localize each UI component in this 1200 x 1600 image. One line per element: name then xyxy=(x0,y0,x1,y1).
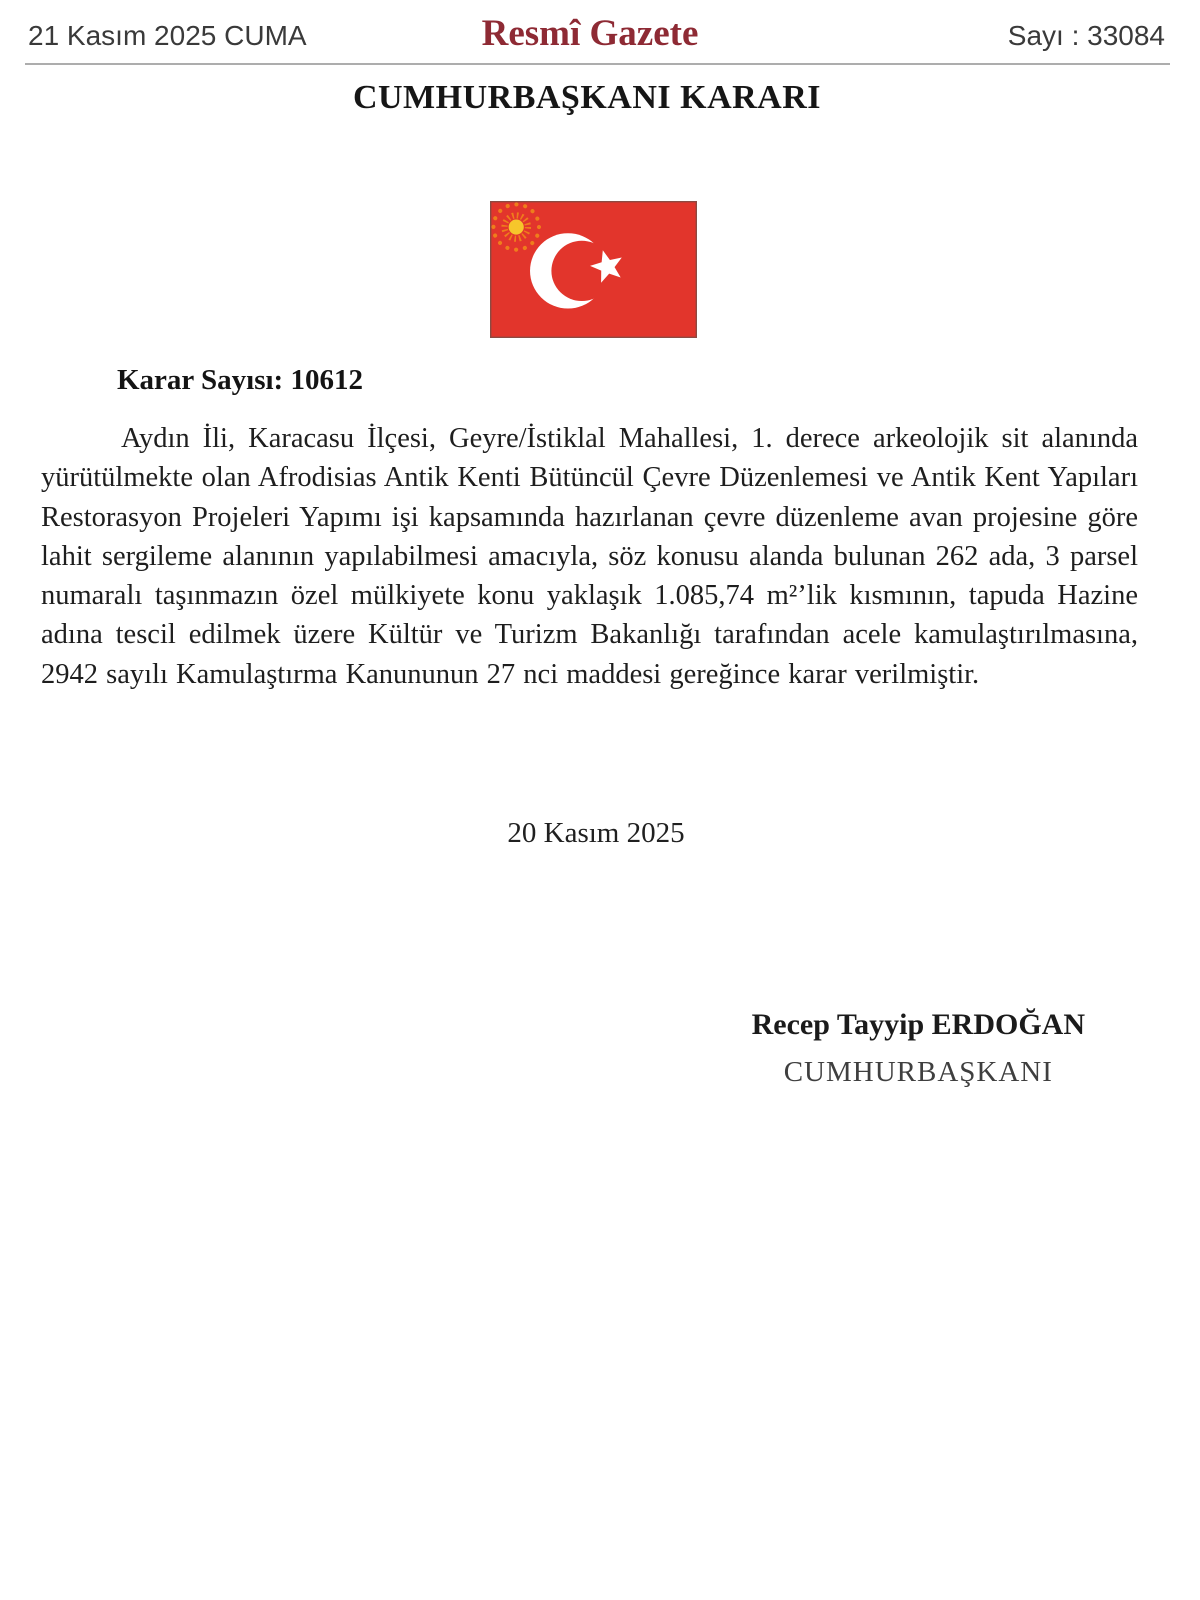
flag-svg xyxy=(490,201,697,338)
turkish-presidential-flag-image xyxy=(490,201,697,338)
signature-block xyxy=(752,1008,1085,1089)
signature-title: CUMHURBAŞKANI xyxy=(783,1056,1053,1088)
header-date: 21 Kasım 2025 CUMA xyxy=(28,20,307,51)
header-issue-number: Sayı : 33084 xyxy=(1007,20,1165,51)
signature-name: Recep Tayyip ERDOĞAN xyxy=(751,1008,1085,1041)
decision-body-paragraph: Aydın İli, Karacasu İlçesi, Geyre/İstiklal Mahallesi, 1. derece arkeolojik sit alanında yürütülmekte olan Afrodisias Antik Kenti Bütüncül Çevre Düzenlemesi ve Antik Kent Yapıları Restorasyon Projeleri Yapımı işi kapsamında hazırlanan çevre düzenleme avan projesine göre lahit sergileme alanının yapılabilmesi amacıyla, söz konusu alanda bulunan 262 ada, 3 parsel numaralı taşınmazın özel mülkiyete konu yaklaşık 1.085,74 m²’lik kısmının, tapuda Hazine adına tescil edilmek üzere Kültür ve Turizm Bakanlığı tarafından acele kamulaştırılmasına, 2942 sayılı Kamulaştırma Kanununun 27 nci maddesi gereğince karar verilmiştir. xyxy=(41,423,1138,690)
gazette-masthead: Resmî Gazete xyxy=(481,13,699,54)
document-title: CUMHURBAŞKANI KARARI xyxy=(352,79,822,116)
decision-number: Karar Sayısı: 10612 xyxy=(117,364,363,396)
header-divider xyxy=(25,63,1170,65)
decision-date: 20 Kasım 2025 xyxy=(507,817,685,849)
